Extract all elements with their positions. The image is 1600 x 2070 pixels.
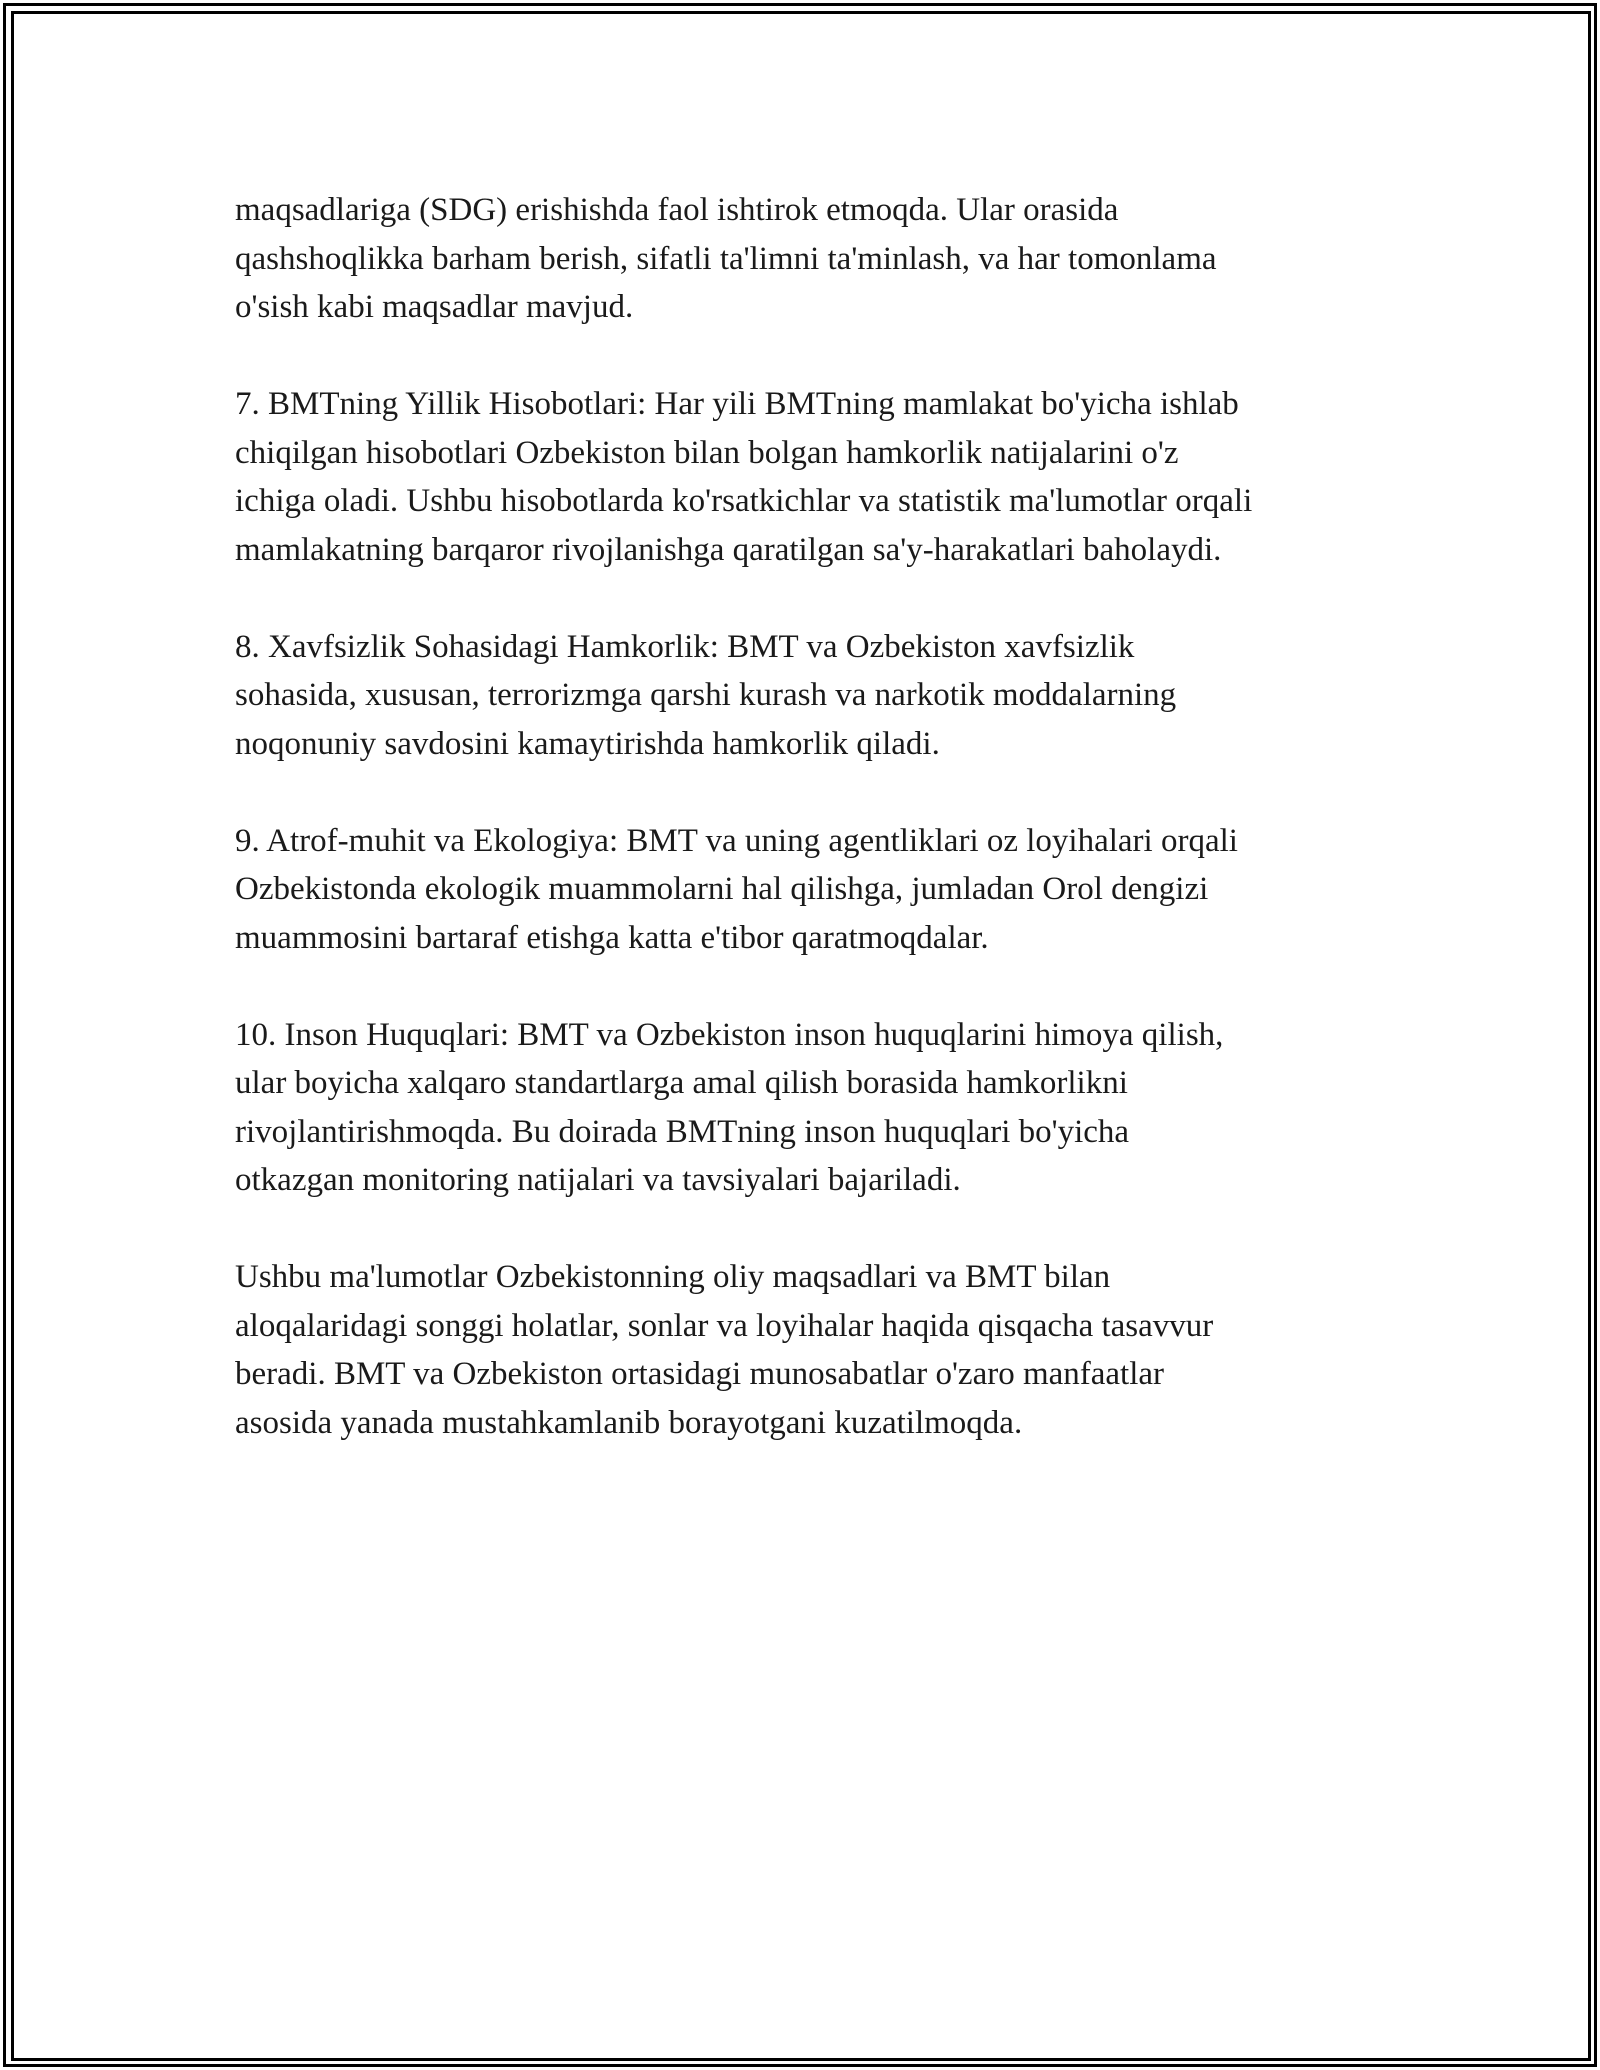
text-line: asosida yanada mustahkamlanib borayotgani kuzatilmoqda. xyxy=(235,1404,1023,1441)
text-line: ichiga oladi. Ushbu hisobotlarda ko'rsatkichlar va statistik ma'lumotlar orqali xyxy=(235,483,1253,519)
text-line: noqonuniy savdosini kamaytirishda hamkorlik qiladi. xyxy=(235,725,940,762)
text-line: chiqilgan hisobotlari Ozbekiston bilan bolgan hamkorlik natijalarini o'z xyxy=(235,434,1179,471)
text-line: 8. Xavfsizlik Sohasidagi Hamkorlik: BMT va Ozbekiston xavfsizlik xyxy=(235,628,1135,665)
text-line: otkazgan monitoring natijalari va tavsiyalari bajariladi. xyxy=(235,1162,961,1198)
text-line: ular boyicha xalqaro standartlarga amal qilish borasida hamkorlikni xyxy=(235,1065,1128,1101)
paragraph-environment-ecology xyxy=(235,817,1385,963)
text-line: aloqalaridagi songgi holatlar, sonlar va loyihalar haqida qisqacha tasavvur xyxy=(235,1307,1214,1344)
text-line: maqsadlariga (SDG) erishishda faol ishtirok etmoqda. Ular orasida xyxy=(235,192,1119,228)
text-line: sohasida, xususan, terrorizmga qarshi kurash va narkotik moddalarning xyxy=(235,677,1177,713)
paragraph-annual-reports xyxy=(235,380,1385,574)
paragraph-sdg-goals xyxy=(235,186,1385,332)
document-body xyxy=(235,186,1385,1496)
text-line: o'sish kabi maqsadlar mavjud. xyxy=(235,289,634,325)
text-line: Ozbekistonda ekologik muammolarni hal qilishga, jumladan Orol dengizi xyxy=(235,871,1209,907)
text-line: rivojlantirishmoqda. Bu doirada BMTning inson huquqlari bo'yicha xyxy=(235,1113,1130,1150)
text-line: 10. Inson Huquqlari: BMT va Ozbekiston inson huquqlarini himoya qilish, xyxy=(235,1016,1224,1053)
text-line: mamlakatning barqaror rivojlanishga qaratilgan sa'y-harakatlari baholaydi. xyxy=(235,531,1222,568)
text-line: 9. Atrof-muhit va Ekologiya: BMT va uning agentliklari oz loyihalari orqali xyxy=(235,822,1238,859)
text-line: qashshoqlikka barham berish, sifatli ta'limni ta'minlash, va har tomonlama xyxy=(235,240,1217,277)
text-line: beradi. BMT va Ozbekiston ortasidagi munosabatlar o'zaro manfaatlar xyxy=(235,1356,1165,1392)
text-line: muammosini bartaraf etishga katta e'tibor qaratmoqdalar. xyxy=(235,919,989,956)
text-line: 7. BMTning Yillik Hisobotlari: Har yili BMTning mamlakat bo'yicha ishlab xyxy=(235,386,1239,422)
paragraph-human-rights xyxy=(235,1011,1385,1205)
paragraph-conclusion xyxy=(235,1253,1385,1447)
paragraph-security-cooperation xyxy=(235,623,1385,769)
text-line: Ushbu ma'lumotlar Ozbekistonning oliy maqsadlari va BMT bilan xyxy=(235,1259,1111,1295)
